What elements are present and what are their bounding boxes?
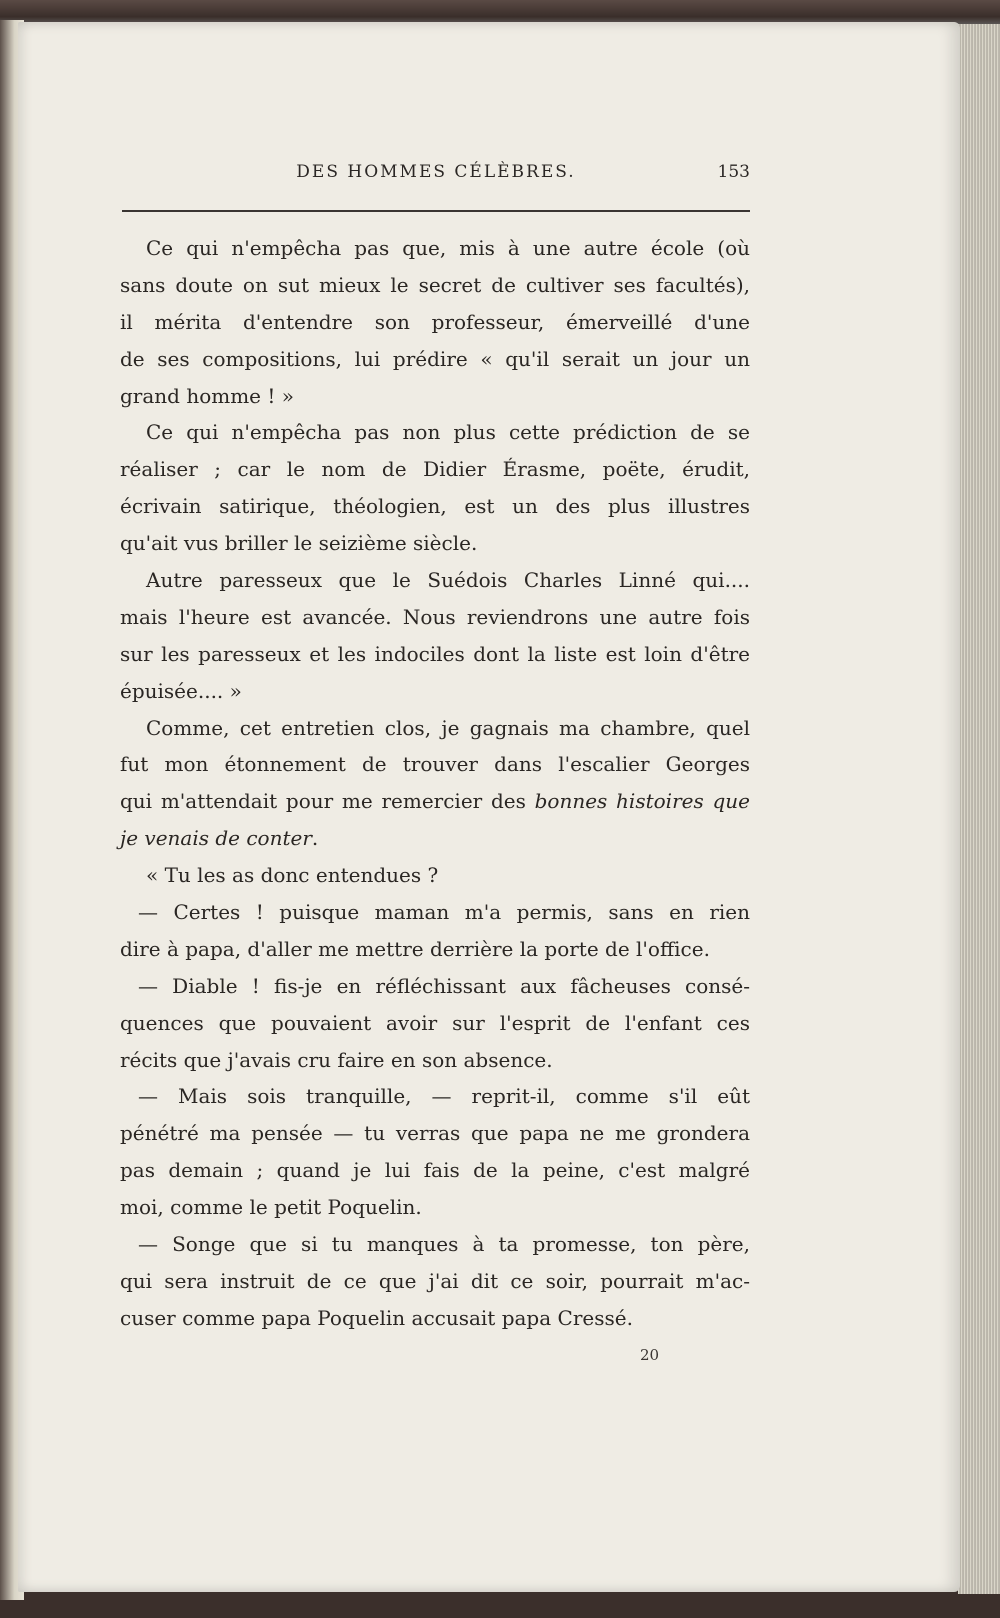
header-rule (122, 210, 750, 212)
text-line (120, 1226, 750, 1263)
line-text: fut mon étonnement de trouver dans l'escalier Georges (120, 752, 750, 777)
text-line (120, 1005, 750, 1042)
line-text: moi, comme le petit Poquelin. (120, 1195, 422, 1220)
text-line (120, 1152, 750, 1189)
text-line (120, 931, 750, 968)
line-text: Autre paresseux que le Suédois Charles Linné qui.... (146, 568, 750, 593)
line-text: Ce qui n'empêcha pas que, mis à une autre école (où (146, 236, 750, 260)
line-text: dire à papa, d'aller me mettre derrière la porte de l'office. (120, 936, 710, 961)
text-line (120, 341, 750, 378)
line-text: récits que j'avais cru faire en son absence. (120, 1047, 553, 1072)
line-text: quences que pouvaient avoir sur l'esprit de l'enfant ces (120, 1010, 750, 1035)
text-line (120, 1115, 750, 1152)
line-text: — Certes ! puisque maman m'a permis, sans en rien (138, 900, 750, 925)
line-text: réaliser ; car le nom de Didier Érasme, poëte, érudit, (120, 457, 750, 482)
text-line (120, 968, 750, 1005)
text-line (120, 894, 750, 931)
text-line (120, 746, 750, 783)
text-line (120, 230, 750, 267)
text-line (120, 783, 750, 820)
text-line (120, 451, 750, 488)
text-line (120, 525, 750, 562)
line-text: sans doute on sut mieux le secret de cultiver ses facultés), (120, 272, 750, 297)
body-text (120, 230, 750, 1337)
line-text: sur les paresseux et les indociles dont la liste est loin d'être (120, 641, 750, 666)
text-line (120, 673, 750, 710)
line-text: Ce qui n'empêcha pas non plus cette prédiction de se (146, 420, 750, 445)
signature-mark: 20 (640, 1346, 660, 1364)
line-text: Comme, cet entretien clos, je gagnais ma chambre, quel (146, 715, 750, 740)
text-line (120, 488, 750, 525)
line-text: cuser comme papa Poquelin accusait papa Cressé. (120, 1305, 633, 1330)
text-line (120, 857, 750, 894)
text-line (120, 414, 750, 451)
text-line (120, 1263, 750, 1300)
page-header (122, 162, 750, 192)
line-text: — Songe que si tu manques à ta promesse, ton père, (138, 1232, 750, 1257)
text-line (120, 710, 750, 747)
line-text: il mérita d'entendre son professeur, émerveillé d'une (120, 309, 750, 334)
text-line (120, 378, 750, 415)
line-text: pénétré ma pensée — tu verras que papa ne me grondera (120, 1121, 750, 1146)
line-text: qu'ait vus briller le seizième siècle. (120, 531, 478, 556)
running-title: DES HOMMES CÉLÈBRES. (296, 162, 576, 182)
text-line (120, 1300, 750, 1337)
page-stack-edge (958, 24, 1000, 1594)
italic-text: je venais de conter (120, 826, 312, 851)
text-line (120, 304, 750, 341)
line-text: . (311, 826, 319, 851)
line-text: grand homme ! » (120, 383, 295, 408)
italic-text: bonnes histoires que (534, 789, 750, 814)
line-text: épuisée.... » (120, 678, 242, 703)
text-line (120, 562, 750, 599)
line-text: qui sera instruit de ce que j'ai dit ce soir, pourrait m'ac- (120, 1268, 750, 1293)
line-text: « Tu les as donc entendues ? (146, 863, 439, 888)
line-text: écrivain satirique, théologien, est un des plus illustres (120, 494, 750, 519)
text-line (120, 599, 750, 636)
line-text: mais l'heure est avancée. Nous reviendrons une autre fois (120, 604, 750, 629)
line-text: de ses compositions, lui prédire « qu'il serait un jour un (120, 346, 750, 371)
page-number: 153 (717, 162, 750, 182)
line-text: — Diable ! fis-je en réfléchissant aux fâcheuses consé- (138, 973, 750, 998)
text-line (120, 636, 750, 673)
text-line (120, 1042, 750, 1079)
line-text: qui m'attendait pour me remercier des (120, 789, 535, 814)
text-line (120, 267, 750, 304)
line-text: — Mais sois tranquille, — reprit-il, comme s'il eût (138, 1084, 750, 1109)
text-line (120, 820, 750, 857)
text-line (120, 1078, 750, 1115)
line-text: pas demain ; quand je lui fais de la peine, c'est malgré (120, 1158, 750, 1183)
text-line (120, 1189, 750, 1226)
